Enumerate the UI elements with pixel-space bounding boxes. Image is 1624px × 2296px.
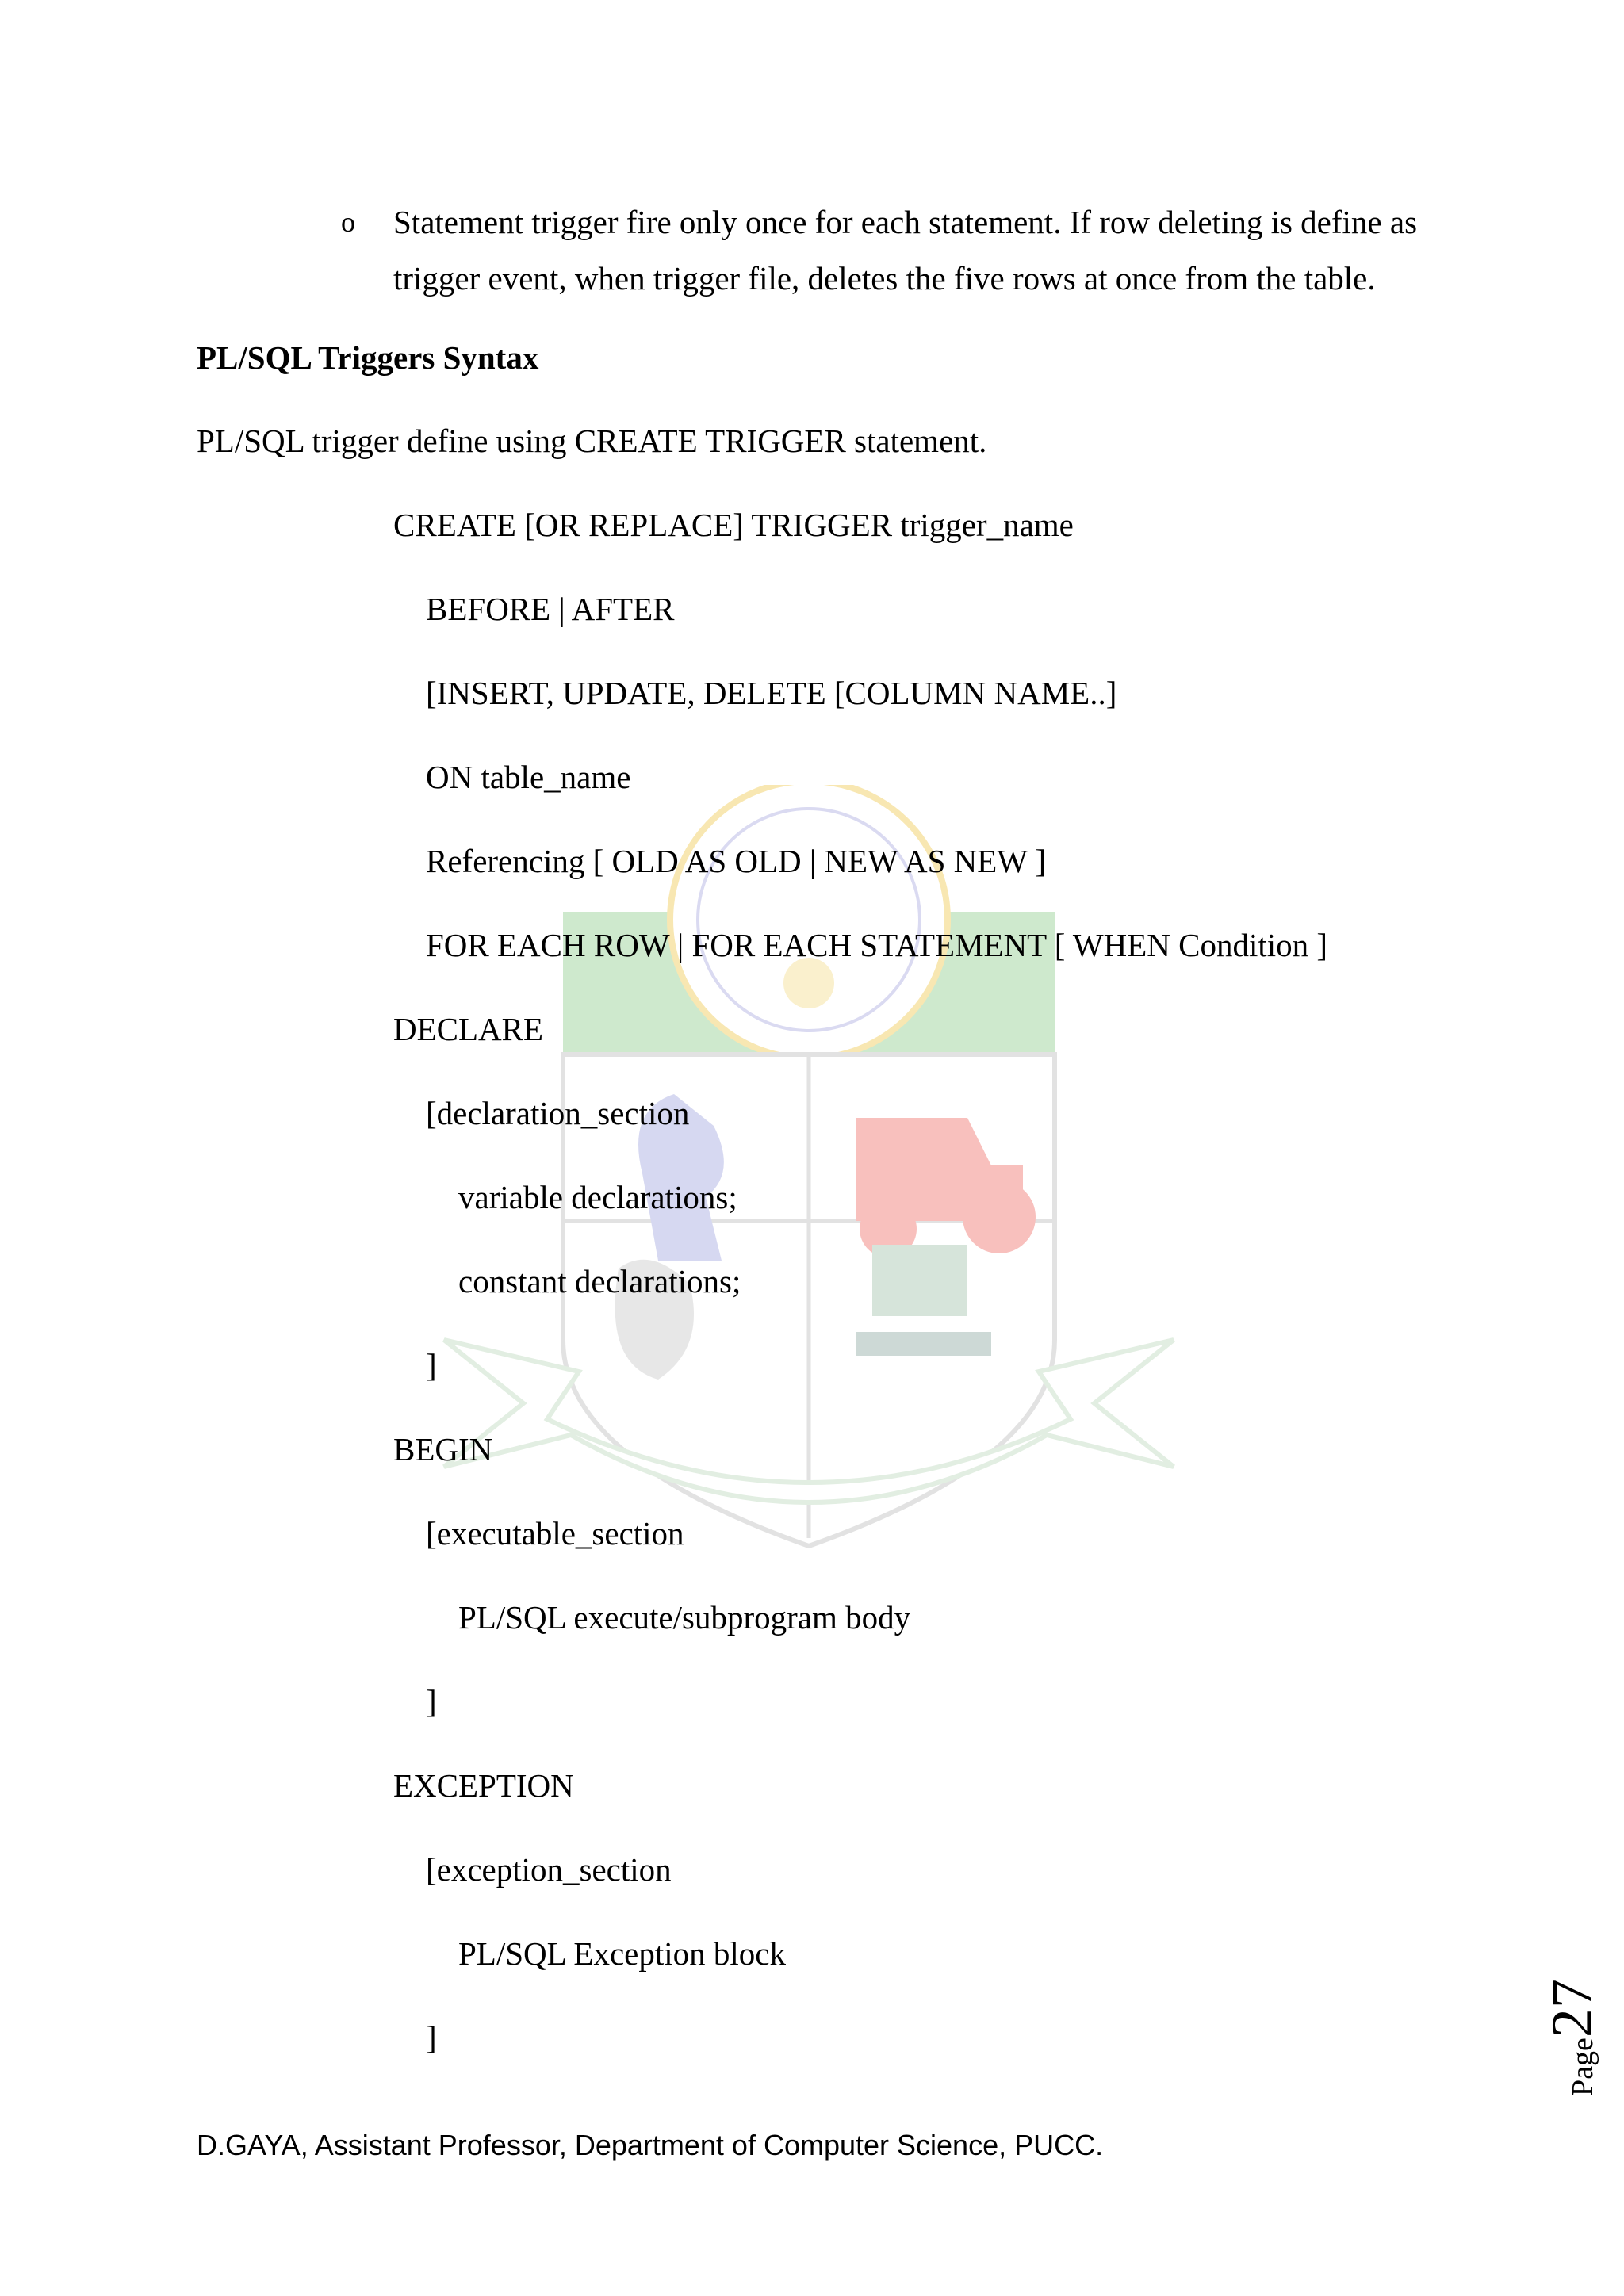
syntax-line: [executable_section: [426, 1515, 684, 1552]
page-number-value: 27: [1540, 1979, 1605, 2038]
syntax-line: Referencing [ OLD AS OLD | NEW AS NEW ]: [426, 843, 1047, 879]
syntax-line: ]: [426, 1347, 437, 1383]
bullet-glyph: o: [341, 206, 355, 238]
intro-paragraph: PL/SQL trigger define using CREATE TRIGGER statement.: [197, 423, 987, 459]
syntax-line: [exception_section: [426, 1851, 672, 1888]
syntax-line: [declaration_section: [426, 1095, 690, 1131]
syntax-line: [INSERT, UPDATE, DELETE [COLUMN NAME..]: [426, 675, 1117, 711]
syntax-line: variable declarations;: [458, 1179, 737, 1215]
syntax-line: CREATE [OR REPLACE] TRIGGER trigger_name: [393, 507, 1074, 543]
syntax-line: ]: [426, 2019, 437, 2056]
syntax-line: DECLARE: [393, 1011, 544, 1047]
page-word: Page: [1566, 2038, 1599, 2096]
syntax-line: EXCEPTION: [393, 1767, 574, 1804]
syntax-line: BEGIN: [393, 1431, 493, 1468]
syntax-line: FOR EACH ROW | FOR EACH STATEMENT [ WHEN Condition ]: [426, 927, 1328, 963]
syntax-line: ]: [426, 1683, 437, 1720]
page-footer: D.GAYA, Assistant Professor, Department of Computer Science, PUCC.: [197, 2129, 1104, 2161]
section-heading: PL/SQL Triggers Syntax: [197, 339, 539, 376]
syntax-line: ON table_name: [426, 759, 631, 795]
page-number: [1471, 1979, 1605, 2096]
syntax-line: BEFORE | AFTER: [426, 591, 675, 627]
bullet-text: Statement trigger fire only once for each statement. If row deleting is define as trigger event, when trigger file, deletes the five rows at once from the table.: [393, 204, 1418, 297]
syntax-line: PL/SQL execute/subprogram body: [458, 1599, 911, 1636]
syntax-line: constant declarations;: [458, 1263, 741, 1299]
syntax-line: PL/SQL Exception block: [458, 1935, 786, 1972]
